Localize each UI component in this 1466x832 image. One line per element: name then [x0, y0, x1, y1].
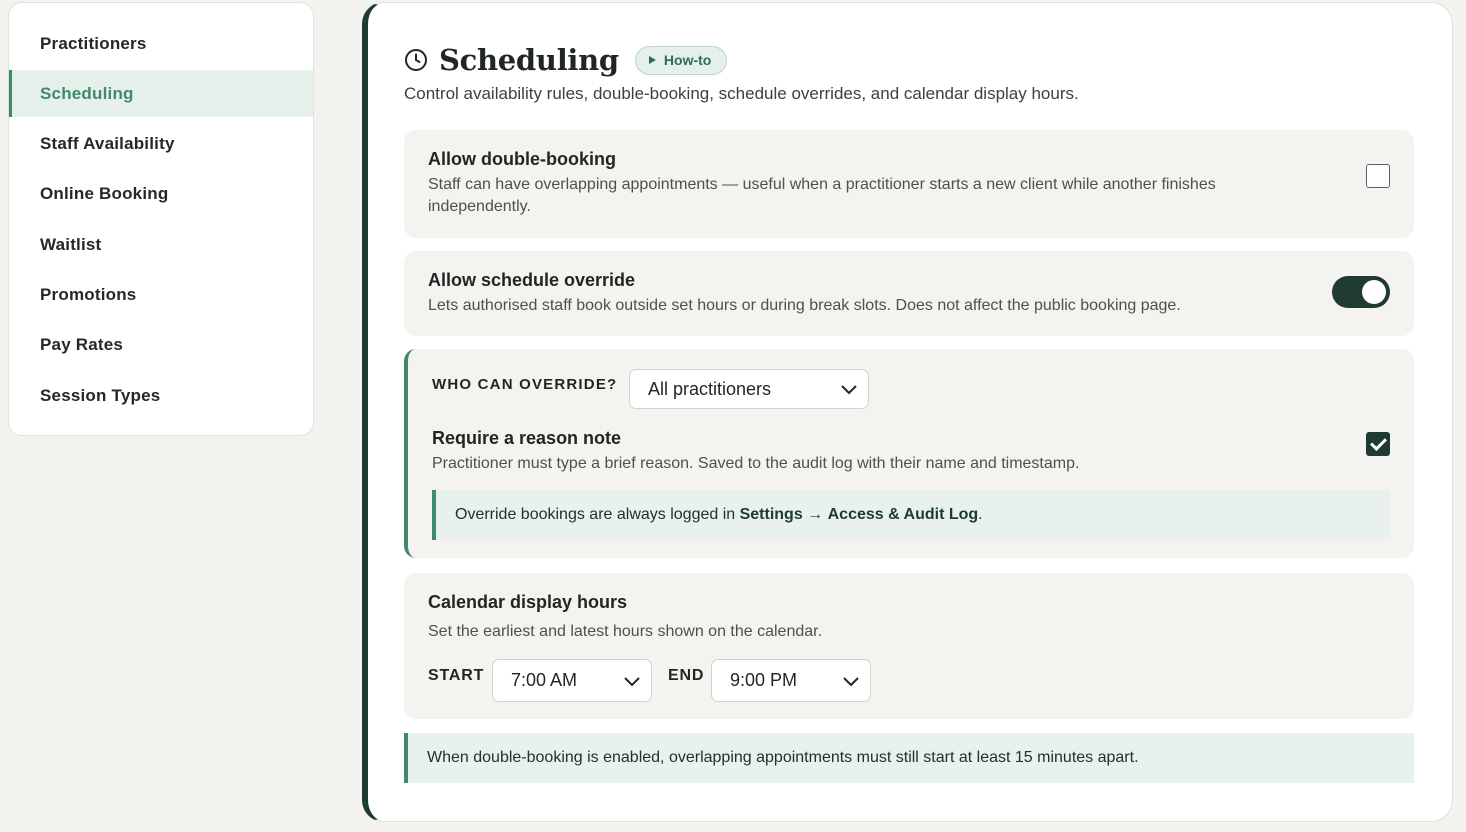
double-booking-footer-note [404, 733, 1414, 783]
schedule-override-description: Lets authorised staff book outside set hours or during break slots. Does not affect the public booking page. [428, 297, 1181, 314]
sidebar-item-scheduling[interactable]: Scheduling [9, 70, 313, 117]
double-booking-description: Staff can have overlapping appointments — useful when a practitioner starts a new client while another finishes independently. [428, 176, 1216, 215]
sidebar-item-practitioners[interactable]: Practitioners [40, 33, 147, 53]
end-label: END [668, 667, 705, 684]
page-title: Scheduling [439, 43, 619, 77]
start-label: START [428, 667, 485, 684]
page-subtitle: Control availability rules, double-booking, schedule overrides, and calendar display hours. [404, 84, 1079, 103]
audit-log-link[interactable]: Access & Audit Log [827, 506, 979, 523]
how-to-label: How-to [663, 52, 712, 68]
end-time-select[interactable] [711, 659, 871, 702]
who-can-override-select[interactable] [629, 369, 869, 409]
who-can-override-label: WHO CAN OVERRIDE? [432, 376, 618, 393]
audit-note-suffix: . [978, 506, 983, 523]
reason-note-description: Practitioner must type a brief reason. Saved to the audit log with their name and timestamp. [432, 455, 1080, 472]
calendar-hours-card [404, 573, 1414, 719]
schedule-override-toggle[interactable] [1332, 276, 1390, 308]
override-details-card [404, 349, 1414, 558]
how-to-button[interactable] [635, 46, 727, 75]
sidebar-item-pay-rates[interactable]: Pay Rates [40, 335, 124, 355]
start-time-select[interactable] [492, 659, 652, 702]
chevron-down-icon [623, 674, 641, 688]
reason-note-checkbox[interactable] [1366, 432, 1390, 456]
schedule-override-card [404, 251, 1414, 336]
settings-link[interactable]: Settings [739, 506, 803, 523]
play-icon [649, 56, 656, 64]
audit-log-note [432, 490, 1390, 540]
arrow-text: → [802, 506, 828, 523]
double-booking-checkbox[interactable] [1366, 164, 1390, 188]
chevron-down-icon [842, 674, 860, 688]
sidebar-item-staff-availability[interactable]: Staff Availability [40, 134, 175, 154]
calendar-hours-title: Calendar display hours [428, 592, 628, 612]
scheduling-panel [362, 2, 1453, 822]
sidebar-item-online-booking[interactable]: Online Booking [40, 184, 169, 204]
start-time-value: 7:00 AM [511, 670, 578, 690]
sidebar-item-promotions[interactable]: Promotions [40, 284, 137, 304]
clock-icon [404, 48, 428, 72]
sidebar-item-waitlist[interactable]: Waitlist [40, 234, 102, 254]
chevron-down-icon [840, 382, 858, 396]
double-booking-card [404, 130, 1414, 238]
who-can-override-value: All practitioners [648, 378, 772, 399]
calendar-hours-description: Set the earliest and latest hours shown on the calendar. [428, 623, 823, 640]
end-time-value: 9:00 PM [730, 670, 798, 690]
sidebar-item-session-types[interactable]: Session Types [40, 385, 161, 405]
double-booking-title: Allow double-booking [428, 149, 616, 169]
schedule-override-title: Allow schedule override [428, 270, 636, 290]
reason-note-title: Require a reason note [432, 428, 622, 448]
audit-note-prefix: Override bookings are always logged in [455, 506, 740, 523]
settings-sidebar [8, 2, 314, 436]
footer-note-text: When double-booking is enabled, overlapping appointments must still start at least 15 minutes apart. [427, 749, 1139, 766]
page-header [404, 43, 727, 77]
